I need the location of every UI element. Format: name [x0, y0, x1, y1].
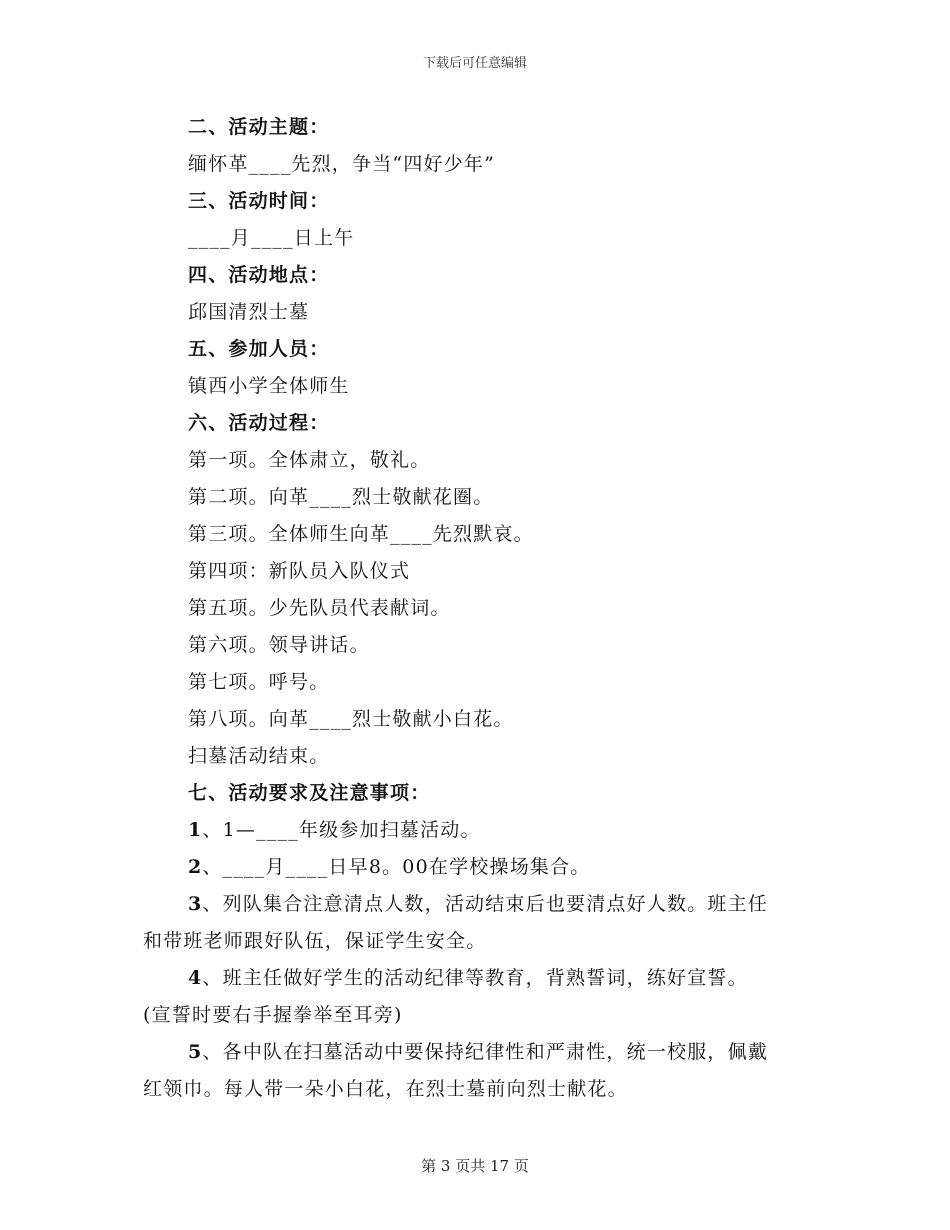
requirement-item [143, 960, 813, 997]
requirement-text: 、列队集合注意清点人数，活动结束后也要清点好人数。班主任 [202, 893, 769, 915]
requirement-text-continued: 红领巾。每人带一朵小白花，在烈士墓前向烈士献花。 [143, 1078, 628, 1100]
requirement-text: 、班主任做好学生的活动纪律等教育，背熟誓词，练好宣誓。 [202, 967, 748, 989]
process-step: 扫墓活动结束。 [188, 745, 330, 767]
requirement-item [143, 886, 813, 923]
requirement-text: 、1—____年级参加扫墓活动。 [202, 819, 481, 841]
section-heading: 七、活动要求及注意事项： [188, 782, 431, 804]
process-step: 第六项。领导讲话。 [188, 634, 370, 656]
requirement-number: 5 [188, 1041, 203, 1063]
section-heading: 六、活动过程： [188, 412, 330, 434]
requirement-number: 3 [188, 893, 203, 915]
requirement-text-continued: (宣誓时要右手握拳举至耳旁) [143, 1004, 403, 1026]
process-step: 第八项。向革____烈士敬献小白花。 [188, 708, 514, 730]
requirement-number: 1 [188, 819, 203, 841]
process-step: 第七项。呼号。 [188, 671, 330, 693]
page-header: 下载后可任意编辑 [422, 56, 527, 71]
section-heading: 五、参加人员： [188, 338, 330, 360]
section-heading: 三、活动时间： [188, 190, 330, 212]
requirement-item [143, 849, 813, 886]
process-step: 第一项。全体肃立，敬礼。 [188, 449, 431, 471]
section-text: ____月____日上午 [188, 227, 355, 249]
section-text: 镇西小学全体师生 [188, 375, 350, 397]
process-step: 第五项。少先队员代表献词。 [188, 597, 451, 619]
page-footer: 第 3 页共 17 页 [421, 1157, 529, 1175]
section-heading: 四、活动地点： [188, 264, 330, 286]
section-text: 缅怀革____先烈，争当“四好少年” [188, 153, 496, 175]
requirement-text: 、各中队在扫墓活动中要保持纪律性和严肃性，统一校服，佩戴 [202, 1041, 769, 1063]
requirement-number: 2 [188, 856, 203, 878]
requirement-text: 、____月____日早8。00在学校操场集合。 [202, 856, 591, 878]
document-body [143, 109, 813, 1108]
process-step: 第四项：新队员入队仪式 [188, 560, 411, 582]
process-step: 第三项。全体师生向革____先烈默哀。 [188, 523, 534, 545]
section-heading: 二、活动主题： [188, 116, 330, 138]
process-step: 第二项。向革____烈士敬献花圈。 [188, 486, 494, 508]
section-text: 邱国清烈士墓 [188, 301, 310, 323]
requirement-text-continued: 和带班老师跟好队伍，保证学生安全。 [143, 930, 487, 952]
requirement-number: 4 [188, 967, 203, 989]
requirement-item [143, 812, 813, 849]
requirement-item [143, 1034, 813, 1071]
